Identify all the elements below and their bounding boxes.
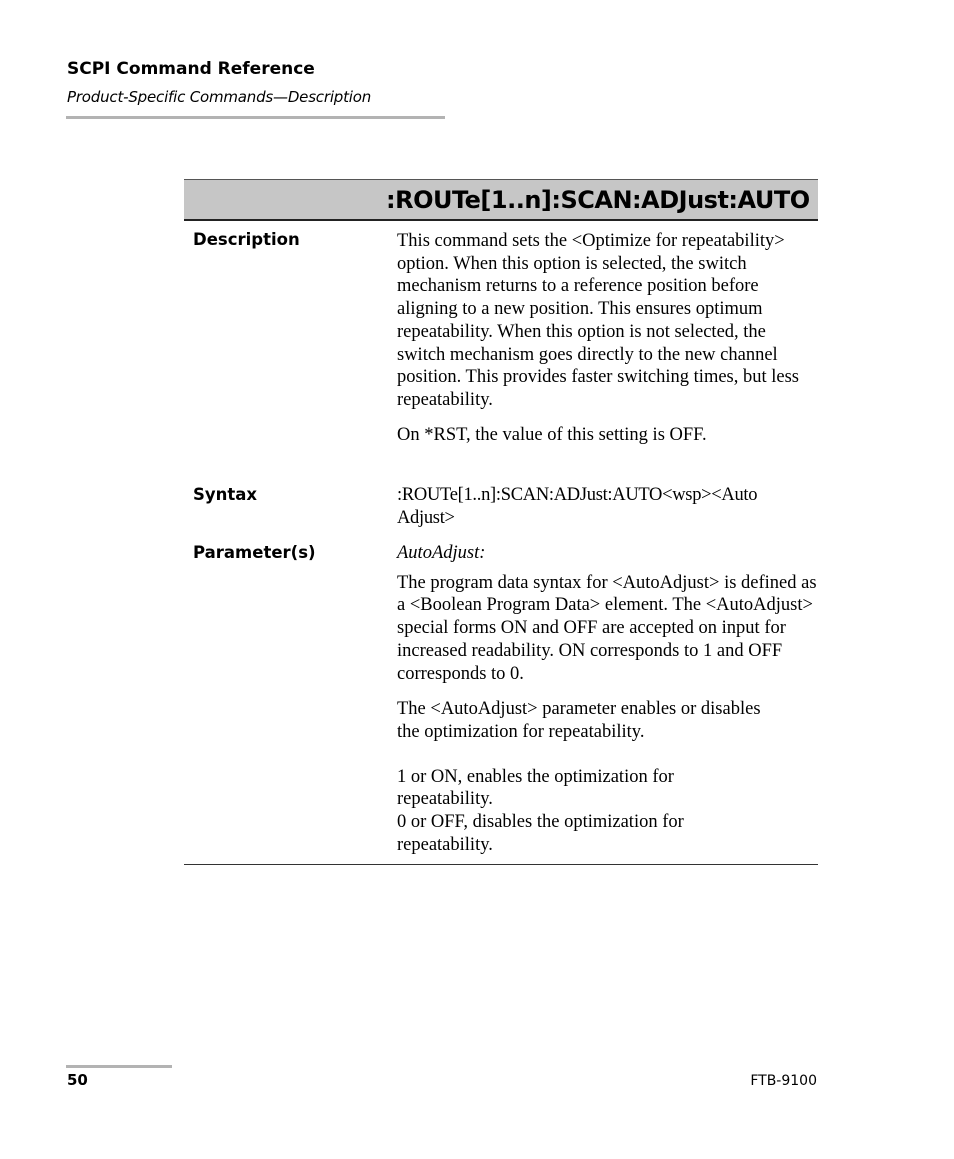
description-content — [397, 230, 819, 446]
syntax-text: :ROUTe[1..n]:SCAN:ADJust:AUTO<wsp><Auto Adjust> — [397, 485, 758, 528]
command-name: :ROUTe[1..n]:SCAN:ADJust:AUTO — [386, 186, 810, 214]
page-number: 50 — [67, 1071, 88, 1089]
parameter-paragraph: The program data syntax for <AutoAdjust> is defined as a <Boolean Program Data> element. The <AutoAdjust> special forms ON and OFF are accepted on input for increased readability. ON corresponds to 1 and OFF corresponds to 0. — [397, 572, 817, 684]
footer-divider — [66, 1065, 172, 1068]
header-divider — [66, 116, 445, 119]
description-paragraph: On *RST, the value of this setting is OFF. — [397, 424, 707, 445]
syntax-content — [397, 484, 809, 529]
section-title: SCPI Command Reference — [67, 59, 315, 79]
description-label: Description — [193, 230, 300, 249]
syntax-label: Syntax — [193, 485, 258, 504]
section-subtitle: Product-Specific Commands—Description — [67, 88, 372, 106]
parameters-label: Parameter(s) — [193, 543, 316, 562]
parameter-paragraph: 1 or ON, enables the optimization for repeatability. — [397, 766, 674, 810]
parameters-content — [397, 542, 819, 856]
table-bottom-divider — [184, 864, 818, 865]
parameter-name: AutoAdjust: — [397, 543, 486, 563]
description-paragraph: This command sets the <Optimize for repeatability> option. When this option is selected, the switch mechanism returns to a reference position before aligning to a new position. This ensures optimum repeatability. When this option is not selected, the switch mechanism goes directly to the new channel position. This provides faster switching times, but less repeatability. — [397, 231, 800, 410]
command-title-bar — [184, 179, 818, 221]
page-header — [67, 58, 447, 107]
parameter-paragraph: The <AutoAdjust> parameter enables or disables the optimization for repeatability. — [397, 699, 761, 742]
product-name: FTB-9100 — [750, 1073, 817, 1089]
parameter-paragraph: 0 or OFF, disables the optimization for repeatability. — [397, 812, 684, 855]
